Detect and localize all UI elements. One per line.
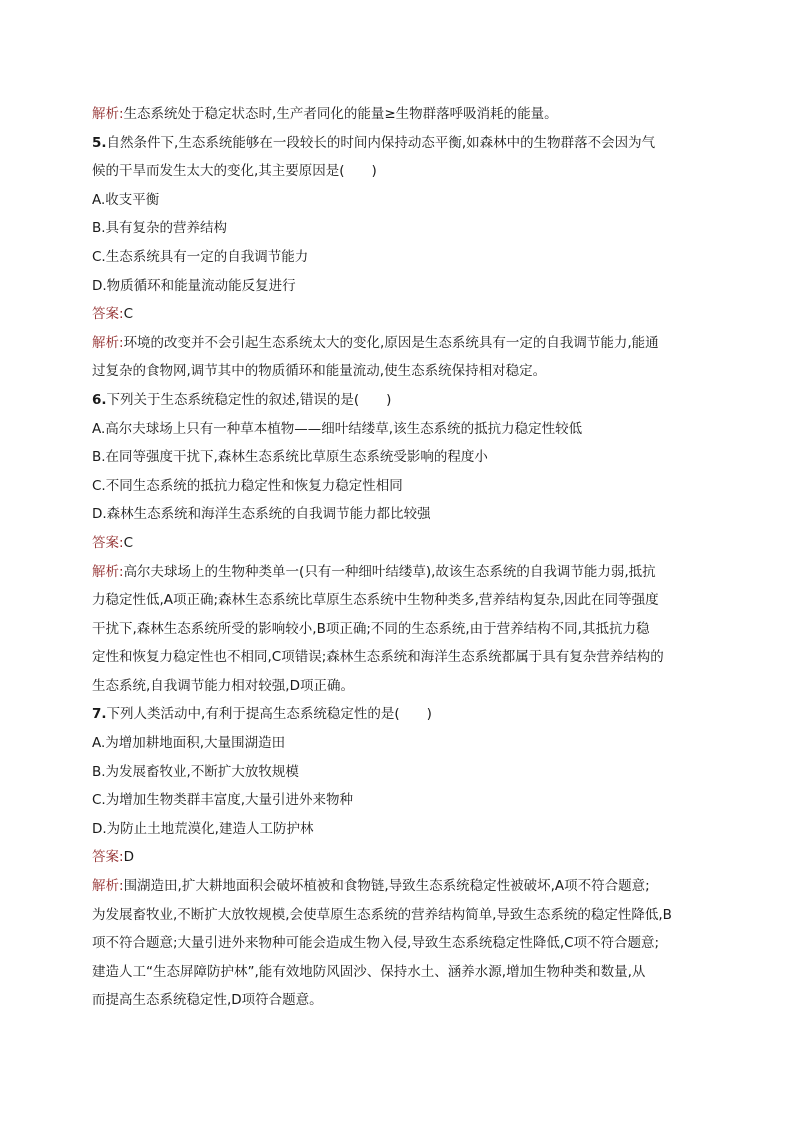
analysis-text: 生态系统,自我调节能力相对较强,D项正确。 bbox=[92, 677, 354, 694]
option-a: A.收支平衡 bbox=[92, 191, 160, 208]
question-text: 候的干旱而发生太大的变化,其主要原因是( ) bbox=[92, 163, 377, 180]
analysis-label: 解析: bbox=[92, 878, 124, 895]
analysis-text: 建造人工“生态屏障防护林”,能有效地防风固沙、保持水土、涵养水源,增加生物种类和数量,从 bbox=[92, 963, 646, 980]
option-d: D.物质循环和能量流动能反复进行 bbox=[92, 277, 296, 294]
option-b: B.在同等强度干扰下,森林生态系统比草原生态系统受影响的程度小 bbox=[92, 449, 488, 466]
analysis-text: 力稳定性低,A项正确;森林生态系统比草原生态系统中生物种类多,营养结构复杂,因此在同等强度 bbox=[92, 592, 659, 609]
analysis-line bbox=[92, 329, 710, 358]
analysis-text: 项不符合题意;大量引进外来物种可能会造成生物入侵,导致生态系统稳定性降低,C项不符合题意; bbox=[92, 935, 660, 952]
analysis-text: 高尔夫球场上的生物种类单一(只有一种细叶结缕草),故该生态系统的自我调节能力弱,抵抗 bbox=[123, 563, 656, 580]
analysis-line bbox=[92, 929, 710, 958]
analysis-line bbox=[92, 586, 710, 615]
option-c: C.生态系统具有一定的自我调节能力 bbox=[92, 248, 309, 265]
question-line bbox=[92, 700, 710, 729]
answer-value: D bbox=[123, 849, 134, 866]
answer-label: 答案: bbox=[92, 306, 124, 323]
option-d: D.森林生态系统和海洋生态系统的自我调节能力都比较强 bbox=[92, 506, 431, 523]
question-line bbox=[92, 157, 710, 186]
option-c: C.为增加生物类群丰富度,大量引进外来物种 bbox=[92, 792, 354, 809]
option-b: B.为发展畜牧业,不断扩大放牧规模 bbox=[92, 763, 299, 780]
analysis-text: 为发展畜牧业,不断扩大放牧规模,会使草原生态系统的营养结构简单,导致生态系统的稳定性降低,B bbox=[92, 906, 672, 923]
question-line bbox=[92, 386, 710, 415]
analysis-text: 过复杂的食物网,调节其中的物质循环和能量流动,使生态系统保持相对稳定。 bbox=[92, 363, 547, 380]
answer-label: 答案: bbox=[92, 534, 124, 551]
question-text: 下列人类活动中,有利于提高生态系统稳定性的是( ) bbox=[106, 706, 432, 723]
answer-label: 答案: bbox=[92, 849, 124, 866]
question-number: 6. bbox=[92, 391, 107, 408]
question-number: 7. bbox=[92, 706, 107, 723]
analysis-text: 环境的改变并不会引起生态系统太大的变化,原因是生态系统具有一定的自我调节能力,能通 bbox=[123, 334, 659, 351]
option-c: C.不同生态系统的抵抗力稳定性和恢复力稳定性相同 bbox=[92, 477, 403, 494]
question-number: 5. bbox=[92, 134, 107, 151]
analysis-line bbox=[92, 558, 710, 587]
option-b: B.具有复杂的营养结构 bbox=[92, 220, 228, 237]
analysis-text: 生态系统处于稳定状态时,生产者同化的能量≥生物群落呼吸消耗的能量。 bbox=[123, 106, 558, 122]
answer-line bbox=[92, 300, 710, 329]
analysis-text: 而提高生态系统稳定性,D项符合题意。 bbox=[92, 992, 323, 1009]
analysis-line bbox=[92, 100, 710, 129]
analysis-text: 定性和恢复力稳定性也不相同,C项错误;森林生态系统和海洋生态系统都属于具有复杂营养结构的 bbox=[92, 649, 664, 666]
option-d: D.为防止土地荒漠化,建造人工防护林 bbox=[92, 820, 314, 837]
question-text: 下列关于生态系统稳定性的叙述,错误的是( ) bbox=[106, 391, 392, 408]
document-page bbox=[92, 100, 710, 1015]
analysis-line bbox=[92, 901, 710, 930]
answer-value: C bbox=[123, 306, 133, 323]
analysis-line bbox=[92, 872, 710, 901]
answer-line bbox=[92, 843, 710, 872]
analysis-label: 解析: bbox=[92, 106, 124, 122]
analysis-line bbox=[92, 672, 710, 701]
analysis-line bbox=[92, 615, 710, 644]
option-a: A.为增加耕地面积,大量围湖造田 bbox=[92, 735, 286, 752]
answer-value: C bbox=[123, 534, 133, 551]
analysis-line bbox=[92, 643, 710, 672]
analysis-line bbox=[92, 357, 710, 386]
analysis-line bbox=[92, 986, 710, 1015]
analysis-line bbox=[92, 958, 710, 987]
analysis-label: 解析: bbox=[92, 334, 124, 351]
analysis-label: 解析: bbox=[92, 563, 124, 580]
option-a: A.高尔夫球场上只有一种草本植物——细叶结缕草,该生态系统的抵抗力稳定性较低 bbox=[92, 420, 583, 437]
question-line bbox=[92, 129, 710, 158]
answer-line bbox=[92, 529, 710, 558]
analysis-text: 围湖造田,扩大耕地面积会破坏植被和食物链,导致生态系统稳定性被破坏,A项不符合题意; bbox=[123, 878, 650, 895]
question-text: 自然条件下,生态系统能够在一段较长的时间内保持动态平衡,如森林中的生物群落不会因为气 bbox=[106, 134, 656, 151]
analysis-text: 干扰下,森林生态系统所受的影响较小,B项正确;不同的生态系统,由于营养结构不同,其抵抗力稳 bbox=[92, 620, 650, 637]
